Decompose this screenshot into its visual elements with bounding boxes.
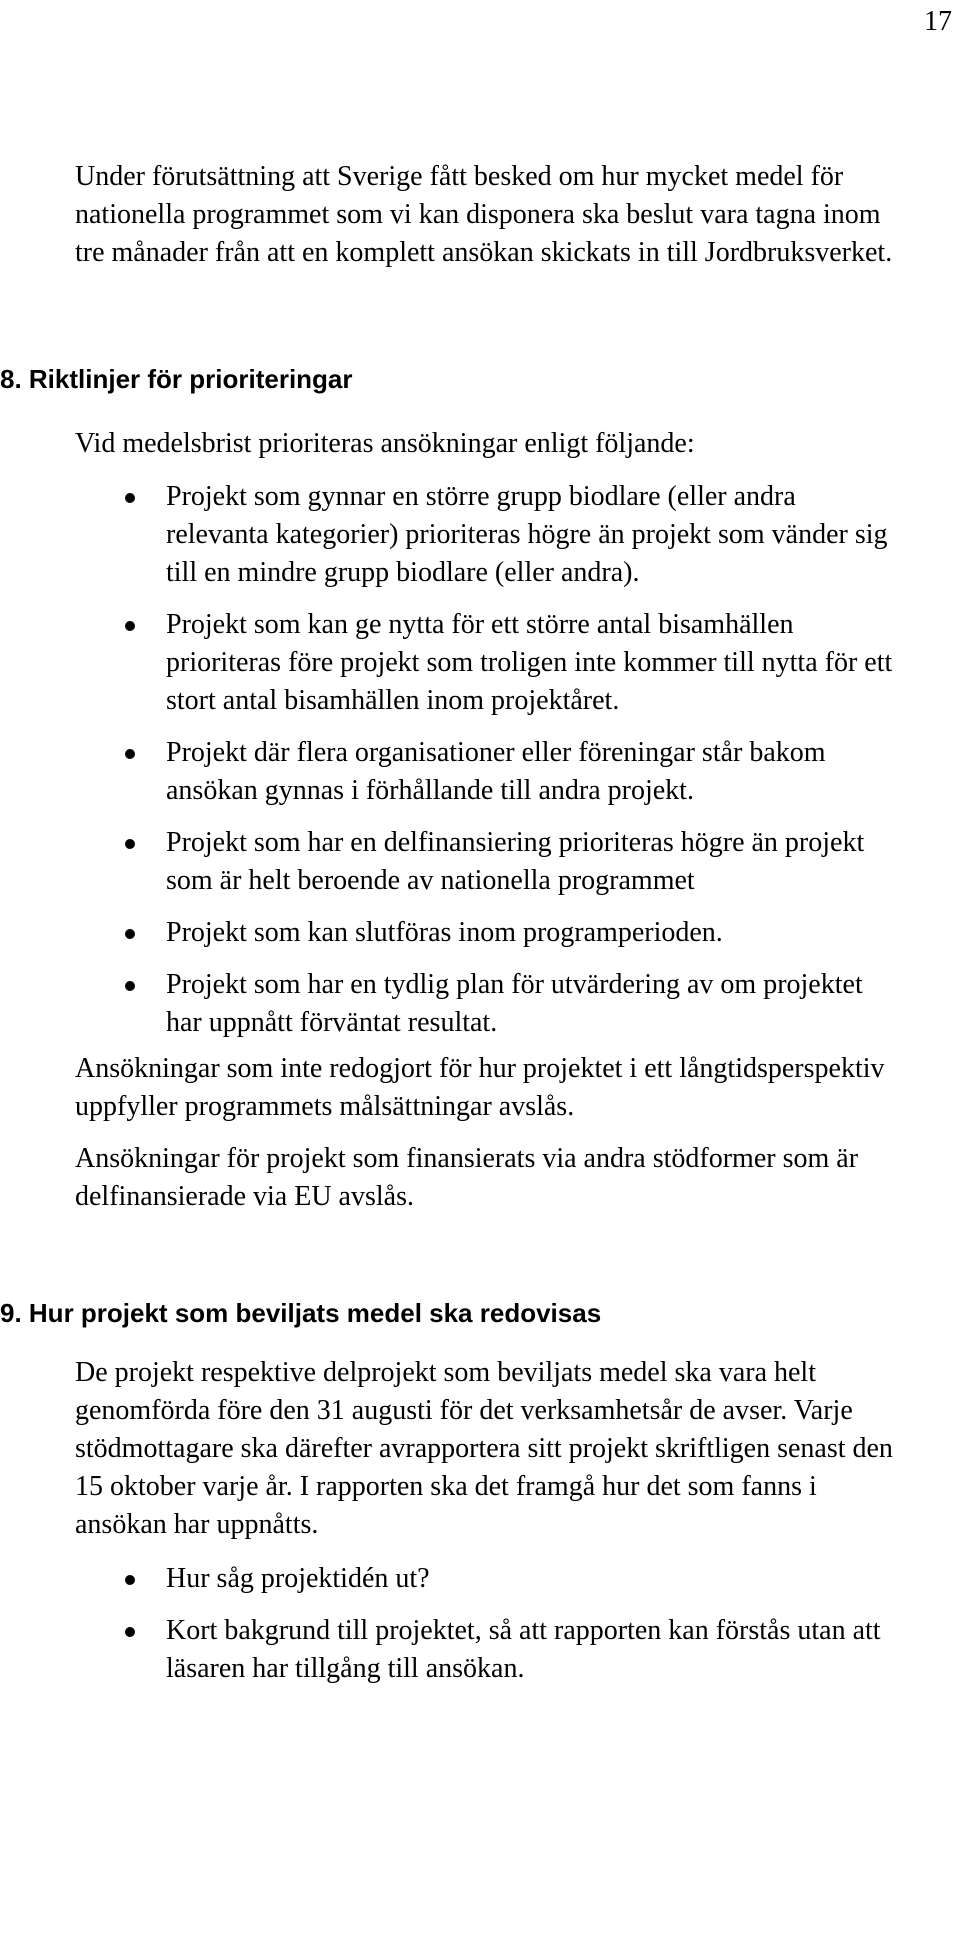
- priority-list: [75, 478, 895, 1042]
- bullet-icon: [125, 839, 135, 849]
- section-9-heading: 9. Hur projekt som beviljats medel ska redovisas: [0, 1298, 602, 1328]
- list-item: Projekt som gynnar en större grupp biodlare (eller andra relevanta kategorier) prioriteras högre än projekt som vänder sig till en mindre grupp biodlare (eller andra).: [75, 478, 895, 592]
- bullet-icon: [125, 621, 135, 631]
- list-item: Hur såg projektidén ut?: [75, 1560, 895, 1598]
- list-item: Projekt som har en delfinansiering prioriteras högre än projekt som är helt beroende av nationella programmet: [75, 824, 895, 900]
- bullet-icon: [125, 493, 135, 503]
- bullet-icon: [125, 981, 135, 991]
- section-8-paragraph-1: Ansökningar som inte redogjort för hur projektet i ett långtidsperspektiv uppfyller programmets målsättningar avslås.: [75, 1053, 885, 1122]
- report-list: [75, 1560, 895, 1688]
- list-item: Projekt som kan ge nytta för ett större antal bisamhällen prioriteras före projekt som troligen inte kommer till nytta för ett stort antal bisamhällen inom projektåret.: [75, 606, 895, 720]
- section-8-lead: Vid medelsbrist prioriteras ansökningar enligt följande:: [75, 428, 695, 459]
- intro-paragraph: Under förutsättning att Sverige fått besked om hur mycket medel för nationella programmet som vi kan disponera ska beslut vara tagna inom tre månader från att en komplett ansökan skickats in till Jordbruksverket.: [75, 161, 893, 268]
- list-item: Kort bakgrund till projektet, så att rapporten kan förstås utan att läsaren har tillgång till ansökan.: [75, 1612, 895, 1688]
- section-9-paragraph: De projekt respektive delprojekt som beviljats medel ska vara helt genomförda före den 31 augusti för det verksamhetsår de avser. Varje stödmottagare ska därefter avrapportera sitt projekt skriftligen senast den 15 oktober varje år. I rapporten ska det framgå hur det som fanns i ansökan har uppnåtts.: [75, 1357, 893, 1540]
- bullet-icon: [125, 1627, 135, 1637]
- section-8-heading: 8. Riktlinjer för prioriteringar: [0, 364, 353, 394]
- section-8-paragraph-2: Ansökningar för projekt som finansierats via andra stödformer som är delfinansierade via EU avslås.: [75, 1143, 859, 1212]
- document-body: [0, 158, 895, 1688]
- bullet-icon: [125, 1575, 135, 1585]
- list-item: Projekt som har en tydlig plan för utvärdering av om projektet har uppnått förväntat resultat.: [75, 966, 895, 1042]
- list-item: Projekt som kan slutföras inom programperioden.: [75, 914, 895, 952]
- bullet-icon: [125, 749, 135, 759]
- bullet-icon: [125, 929, 135, 939]
- list-item: Projekt där flera organisationer eller föreningar står bakom ansökan gynnas i förhållande till andra projekt.: [75, 734, 895, 810]
- page-number: 17: [924, 6, 952, 37]
